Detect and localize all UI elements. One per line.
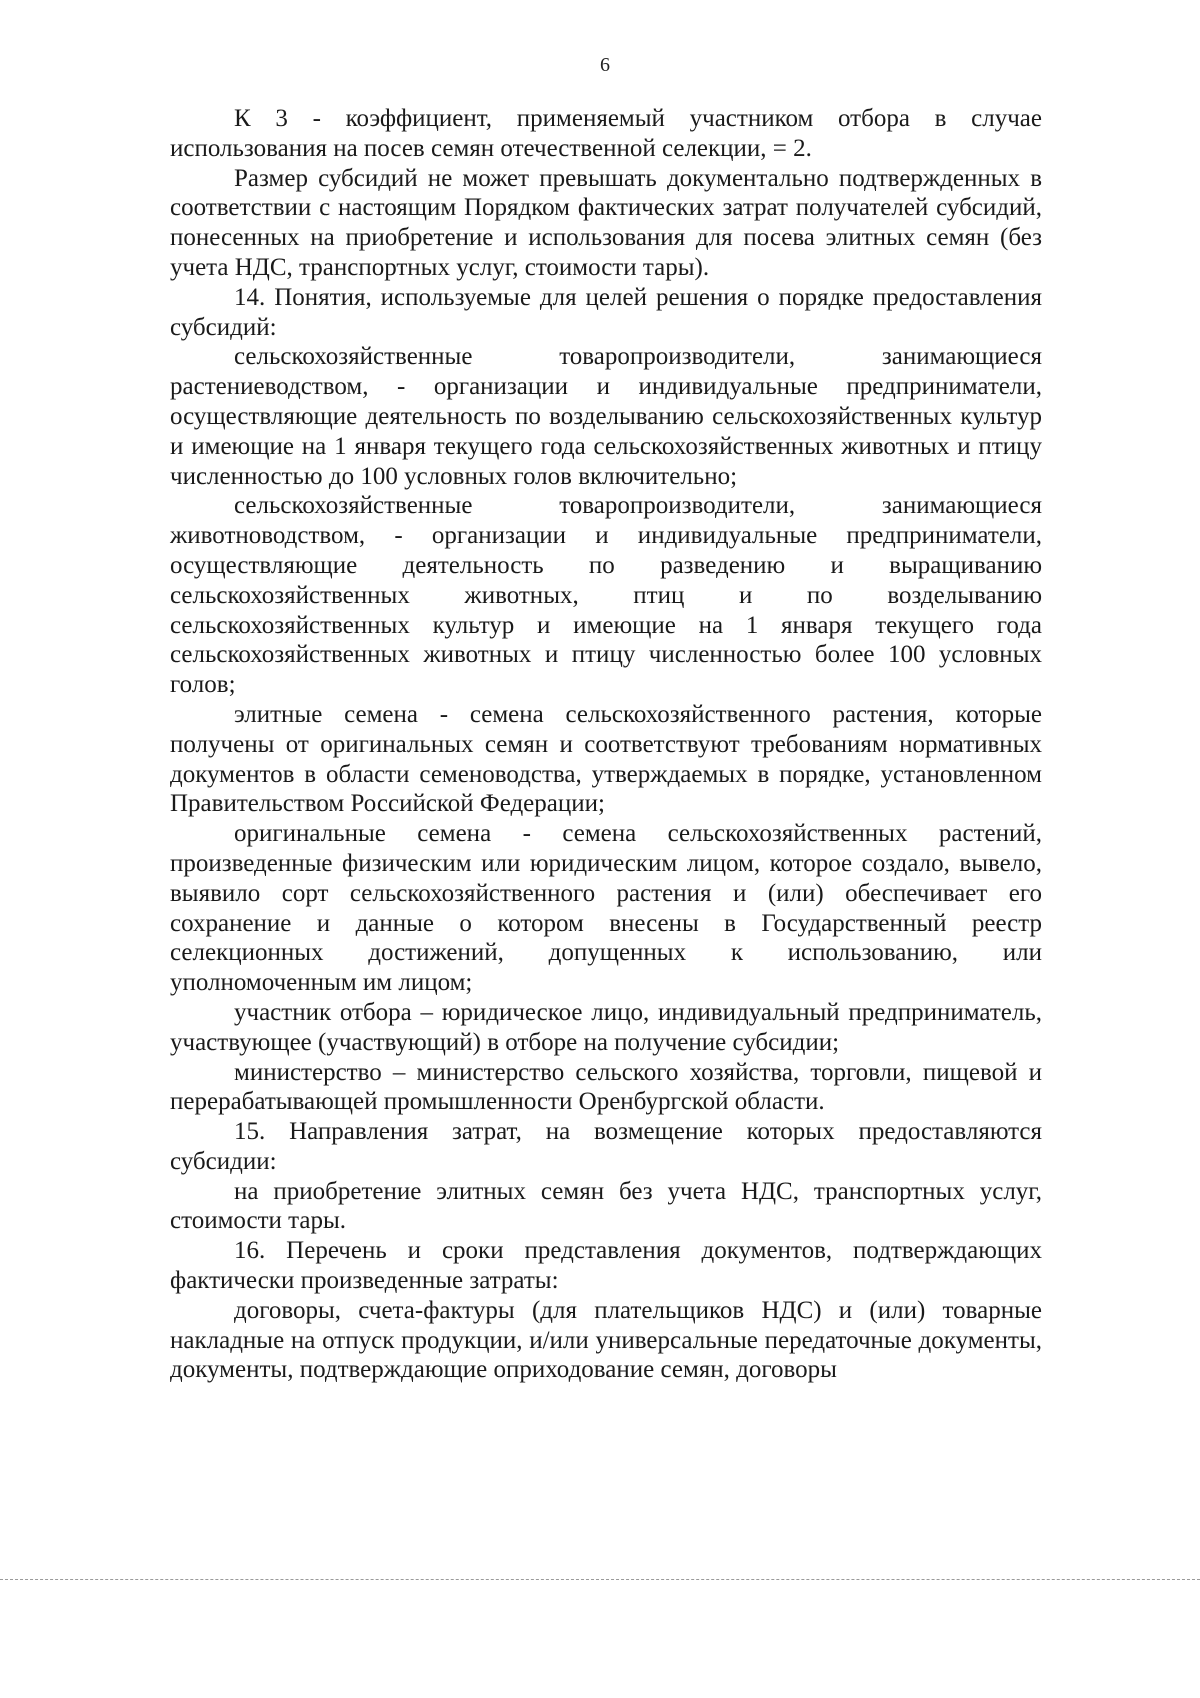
- paragraph-section-14: 14. Понятия, используемые для целей решения о порядке предоставления субсидий:: [170, 283, 1042, 341]
- paragraph-cost-direction: на приобретение элитных семян без учета НДС, транспортных услуг, стоимости тары.: [170, 1177, 1042, 1235]
- paragraph-definition-original-seeds: оригинальные семена - семена сельскохозяйственных растений, произведенные физическим или юридическим лицом, которое создало, вывело, выявило сорт сельскохозяйственного растения и (или) обеспечивает его сохранение и данные о котором внесены в Государственный реестр селекционных достижений, допущенных к использованию, или уполномоченным им лицом;: [170, 820, 1042, 997]
- document-body: [170, 104, 1042, 1385]
- scan-edge-divider: [0, 1579, 1200, 1580]
- paragraph-subsidy-limit: Размер субсидий не может превышать документально подтвержденных в соответствии с настоящим Порядком фактических затрат получателей субсидий, понесенных на приобретение и использования для посева элитных семян (без учета НДС, транспортных услуг, стоимости тары).: [170, 164, 1042, 281]
- paragraph-documents-list: договоры, счета-фактуры (для плательщиков НДС) и (или) товарные накладные на отпуск продукции, и/или универсальные передаточные документы, документы, подтверждающие оприходование семян, договоры: [170, 1296, 1042, 1384]
- paragraph-definition-elite-seeds: элитные семена - семена сельскохозяйственного растения, которые получены от оригинальных семян и соответствуют требованиям нормативных документов в области семеноводства, утверждаемых в порядке, установленном Правительством Российской Федерации;: [170, 700, 1042, 818]
- paragraph-section-15: 15. Направления затрат, на возмещение которых предоставляются субсидии:: [170, 1118, 1042, 1175]
- paragraph-definition-crop-producers: сельскохозяйственные товаропроизводители, занимающиеся растениеводством, - организации и индивидуальные предприниматели, осуществляющие деятельность по возделыванию сельскохозяйственных культур и имеющие на 1 января текущего года сельскохозяйственных животных и птицу численностью до 100 условных голов включительно;: [170, 343, 1042, 490]
- paragraph-k3-coefficient: К 3 - коэффициент, применяемый участником отбора в случае использования на посев семян отечественной селекции, = 2.: [170, 105, 1042, 162]
- page-number: 6: [600, 54, 610, 76]
- paragraph-definition-ministry: министерство – министерство сельского хозяйства, торговли, пищевой и перерабатывающей промышленности Оренбургской области.: [170, 1058, 1042, 1116]
- paragraph-section-16: 16. Перечень и сроки представления документов, подтверждающих фактически произведенные затраты:: [170, 1237, 1042, 1295]
- paragraph-definition-participant: участник отбора – юридическое лицо, индивидуальный предприниматель, участвующее (участвующий) в отборе на получение субсидии;: [170, 998, 1042, 1056]
- paragraph-definition-livestock-producers: сельскохозяйственные товаропроизводители, занимающиеся животноводством, - организации и индивидуальные предприниматели, осуществляющие деятельность по разведению и выращиванию сельскохозяйственных животных, птиц и по возделыванию сельскохозяйственных культур и имеющие на 1 января текущего года сельскохозяйственных животных и птицу численностью более 100 условных голов;: [170, 492, 1042, 699]
